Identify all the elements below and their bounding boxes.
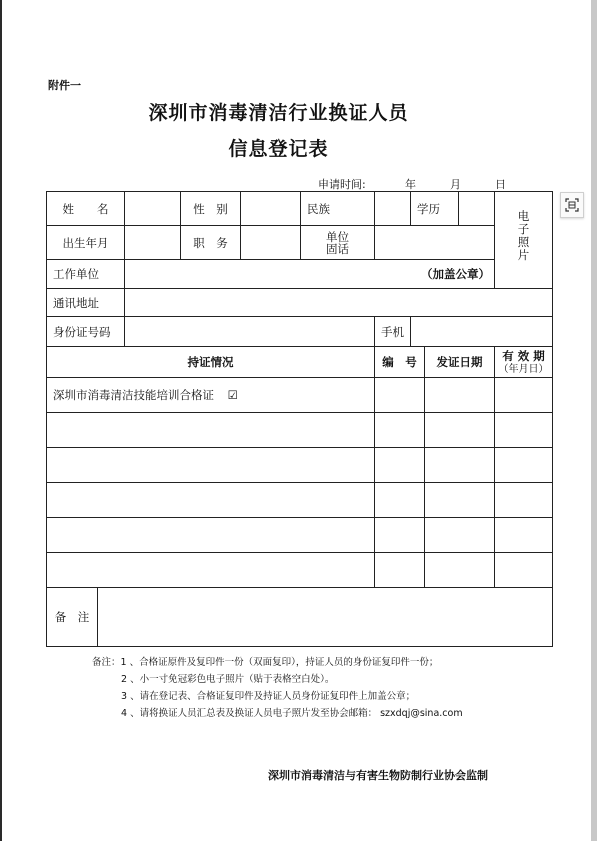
footer-issuer: 深圳市消毒清洁与有害生物防制行业协会监制 [268,769,488,782]
apply-month-label: 月 [450,178,461,191]
cert-row-2-validity[interactable] [495,413,553,448]
validity-header-label: 有 效 期 [502,349,545,363]
work-unit-field[interactable] [125,260,495,289]
remarks-label: 备 注 [47,588,98,647]
cert-row-3-issue-date[interactable] [425,448,495,483]
cert-status-header: 持证情况 [47,347,375,378]
unit-phone-label [301,226,375,260]
cert-row-6-validity[interactable] [495,553,553,588]
cert-number-header: 编 号 [375,347,425,378]
note-2: 2 、小一寸免冠彩色电子照片（贴于表格空白处）。 [121,674,335,685]
apply-year-label: 年 [405,178,416,191]
birth-label: 出生年月 [47,226,125,260]
photo-cell[interactable] [495,192,553,289]
work-unit-label: 工作单位 [47,260,125,289]
cert-row-3-validity[interactable] [495,448,553,483]
cert-row-6-status[interactable] [47,553,375,588]
remarks-field[interactable] [98,588,553,647]
cert-row-5-validity[interactable] [495,518,553,553]
left-edge-border [0,0,2,841]
page-title: 深圳市消毒清洁行业换证人员 [148,102,409,124]
address-label: 通讯地址 [47,289,125,317]
id-number-label: 身份证号码 [47,317,125,347]
validity-header [495,347,553,378]
cert-row-6-number[interactable] [375,553,425,588]
cert-row-1-validity[interactable] [495,378,553,413]
position-field[interactable] [241,226,301,260]
cert-row-3-number[interactable] [375,448,425,483]
ethnicity-field[interactable] [375,192,411,226]
issue-date-header: 发证日期 [425,347,495,378]
gender-label: 性 别 [181,192,241,226]
cert-row-5-number[interactable] [375,518,425,553]
unit-phone-label-line1: 单位 [326,229,349,244]
name-field[interactable] [125,192,181,226]
note-3: 3 、请在登记表、合格证复印件及持证人员身份证复印件上加盖公章； [121,691,416,702]
cert-row-1-issue-date[interactable] [425,378,495,413]
right-scrollbar-edge[interactable] [591,0,597,841]
cert-row-1-number[interactable] [375,378,425,413]
note-4: 4 、请将换证人员汇总表及换证人员电子照片发至协会邮箱： szxdqj@sina.com [121,708,463,719]
apply-day-label: 日 [495,178,506,191]
cert-row-4-number[interactable] [375,483,425,518]
stamp-note: （加盖公章） [421,267,490,281]
apply-time-label: 申请时间: [318,178,366,191]
unit-phone-field[interactable] [375,226,495,260]
cert-row-1-text: 深圳市消毒清洁技能培训合格证 [53,388,214,402]
gender-field[interactable] [241,192,301,226]
cert-row-6-issue-date[interactable] [425,553,495,588]
cert-row-1-status[interactable] [47,378,375,413]
birth-field[interactable] [125,226,181,260]
education-field[interactable] [459,192,495,226]
validity-header-sub: （年月日） [498,364,549,375]
mobile-label: 手机 [375,317,411,347]
name-label: 姓 名 [47,192,125,226]
registration-form-table [46,191,553,647]
note-1: 备注：1 、合格证原件及复印件一份（双面复印），持证人员的身份证复印件一份； [92,657,439,668]
checkbox-checked-icon[interactable]: ☑ [227,388,238,402]
position-label: 职 务 [181,226,241,260]
cert-row-3-status[interactable] [47,448,375,483]
cert-row-5-issue-date[interactable] [425,518,495,553]
unit-phone-label-line2: 固话 [326,241,349,256]
ethnicity-label: 民族 [301,192,375,226]
education-label: 学历 [411,192,459,226]
cert-row-2-number[interactable] [375,413,425,448]
id-number-field[interactable] [125,317,375,347]
notes-block [92,654,463,722]
page-subtitle: 信息登记表 [228,138,329,160]
scan-icon[interactable] [560,192,584,218]
cert-row-4-issue-date[interactable] [425,483,495,518]
cert-row-2-issue-date[interactable] [425,413,495,448]
address-field[interactable] [125,289,553,317]
cert-row-5-status[interactable] [47,518,375,553]
cert-row-4-status[interactable] [47,483,375,518]
photo-label: 电子照片 [517,209,530,262]
attachment-label: 附件一 [48,79,81,92]
mobile-field[interactable] [411,317,553,347]
cert-row-4-validity[interactable] [495,483,553,518]
cert-row-2-status[interactable] [47,413,375,448]
